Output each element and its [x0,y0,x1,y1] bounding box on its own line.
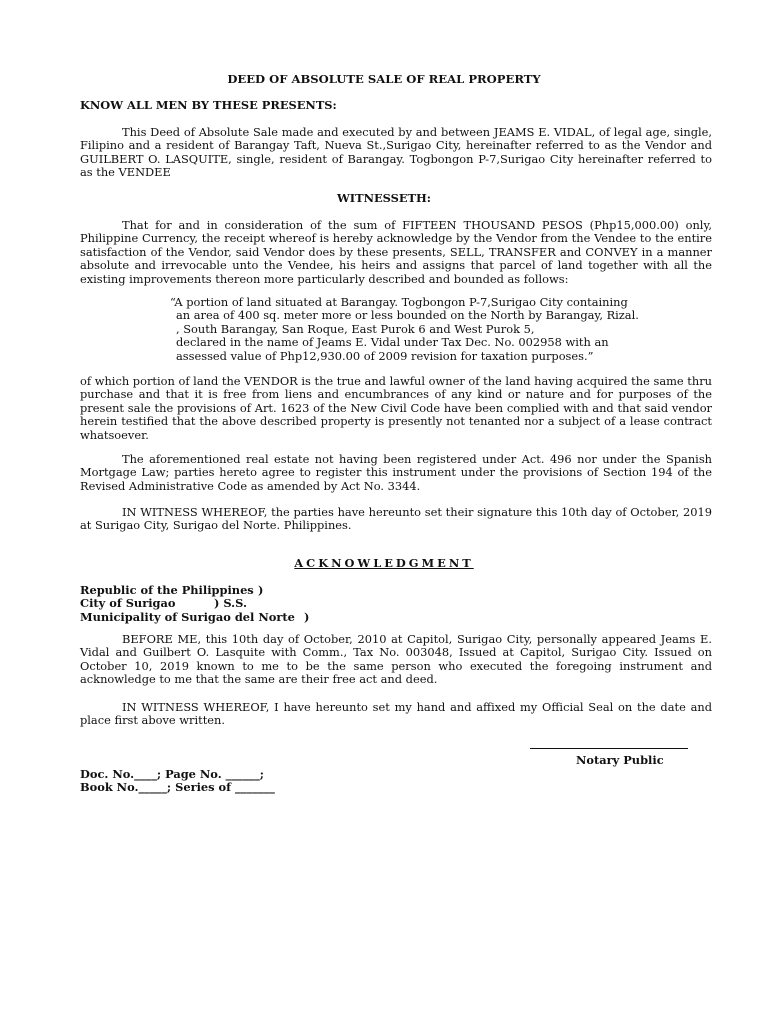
property-description [170,296,670,363]
venue-municipality: Municipality of Surigao del Norte [80,609,295,624]
property-line: an area of 400 sq. meter more or less bounded on the North by Barangay, Rizal. [176,308,639,323]
property-line: assessed value of Php12,930.00 of 2009 revision for taxation purposes.” [176,348,594,363]
opening-line: KNOW ALL MEN BY THESE PRESENTS: [80,98,337,112]
witness-paragraph: IN WITNESS WHEREOF, the parties have hereunto set their signature this 10th day of October, 2019 at Surigao City, Surigao del Norte. Philippines. [80,505,712,533]
ownership-paragraph: of which portion of land the VENDOR is the true and lawful owner of the land having acquired the same thru purchase and that it is free from liens and encumbrances of any kind or nature and for purposes of the present sale the provisions of Art. 1623 of the New Civil Code have been complied with and that said vendor herein testified that the above described property is presently not tenanted nor a subject of a lease contract whatsoever. [80,374,712,442]
document-reference [80,768,275,795]
venue-block [80,583,310,624]
notary-witness-paragraph: IN WITNESS WHEREOF, I have hereunto set my hand and affixed my Official Seal on the date and place first above written. [80,700,712,728]
property-line: “A portion of land situated at Barangay. Togbongon P-7,Surigao City containing [170,295,628,309]
notary-label: Notary Public [576,753,664,767]
notary-appearance-paragraph: BEFORE ME, this 10th day of October, 2010 at Capitol, Surigao City, personally appeared Jeams E. Vidal and Guilbert O. Lasquite with Comm., Tax No. 003048, Issued at Capitol, Surigao City. Issued on October 10, 2019 known to me to be the same person who executed the foregoing instrument and acknowledge to me that the same are their free act and deed. [80,632,712,687]
parties-paragraph: This Deed of Absolute Sale made and executed by and between JEAMS E. VIDAL, of legal age, single, Filipino and a resident of Barangay Taft, Nueva St.,Surigao City, hereinafter referred to as the Vendor and GUILBERT O. LASQUITE, single, resident of Barangay. Togbongon P-7,Surigao City hereinafter referred to as the VENDEE [80,125,712,180]
registration-paragraph: The aforementioned real estate not having been registered under Act. 496 nor under the Spanish Mortgage Law; parties hereto agree to register this instrument under the provisions of Section 194 of the Revised Administrative Code as amended by Act No. 3344. [80,452,712,493]
signature-line [530,742,688,749]
property-line: , South Barangay, San Roque, East Purok 6 and West Purok 5, [176,321,535,336]
property-line: declared in the name of Jeams E. Vidal under Tax Dec. No. 002958 with an [176,335,609,350]
doc-page-ref: Doc. No.____; Page No. ______; [80,767,265,781]
venue-city: City of Surigao [80,596,176,611]
venue-republic: Republic of the Philippines [80,583,254,597]
acknowledgment-heading: ACKNOWLEDGMENT [294,556,474,570]
venue-paren: ) [258,583,264,597]
document-title: DEED OF ABSOLUTE SALE OF REAL PROPERTY [227,72,541,86]
book-series-ref: Book No._____; Series of _______ [80,780,275,795]
witnesseth-heading: WITNESSETH: [336,191,432,205]
venue-ss: ) S.S. [214,596,247,611]
consideration-paragraph: That for and in consideration of the sum of FIFTEEN THOUSAND PESOS (Php15,000.00) only, Philippine Currency, the receipt whereof is hereby acknowledge by the Vendor from the Vendee to the entire satisfaction of the Vendor, said Vendor does by these presents, SELL, TRANSFER and CONVEY in a manner absolute and irrevocable unto the Vendee, his heirs and assigns that parcel of land together with all the existing improvements thereon more particularly described and bounded as follows: [80,218,712,286]
venue-paren: ) [304,609,310,624]
